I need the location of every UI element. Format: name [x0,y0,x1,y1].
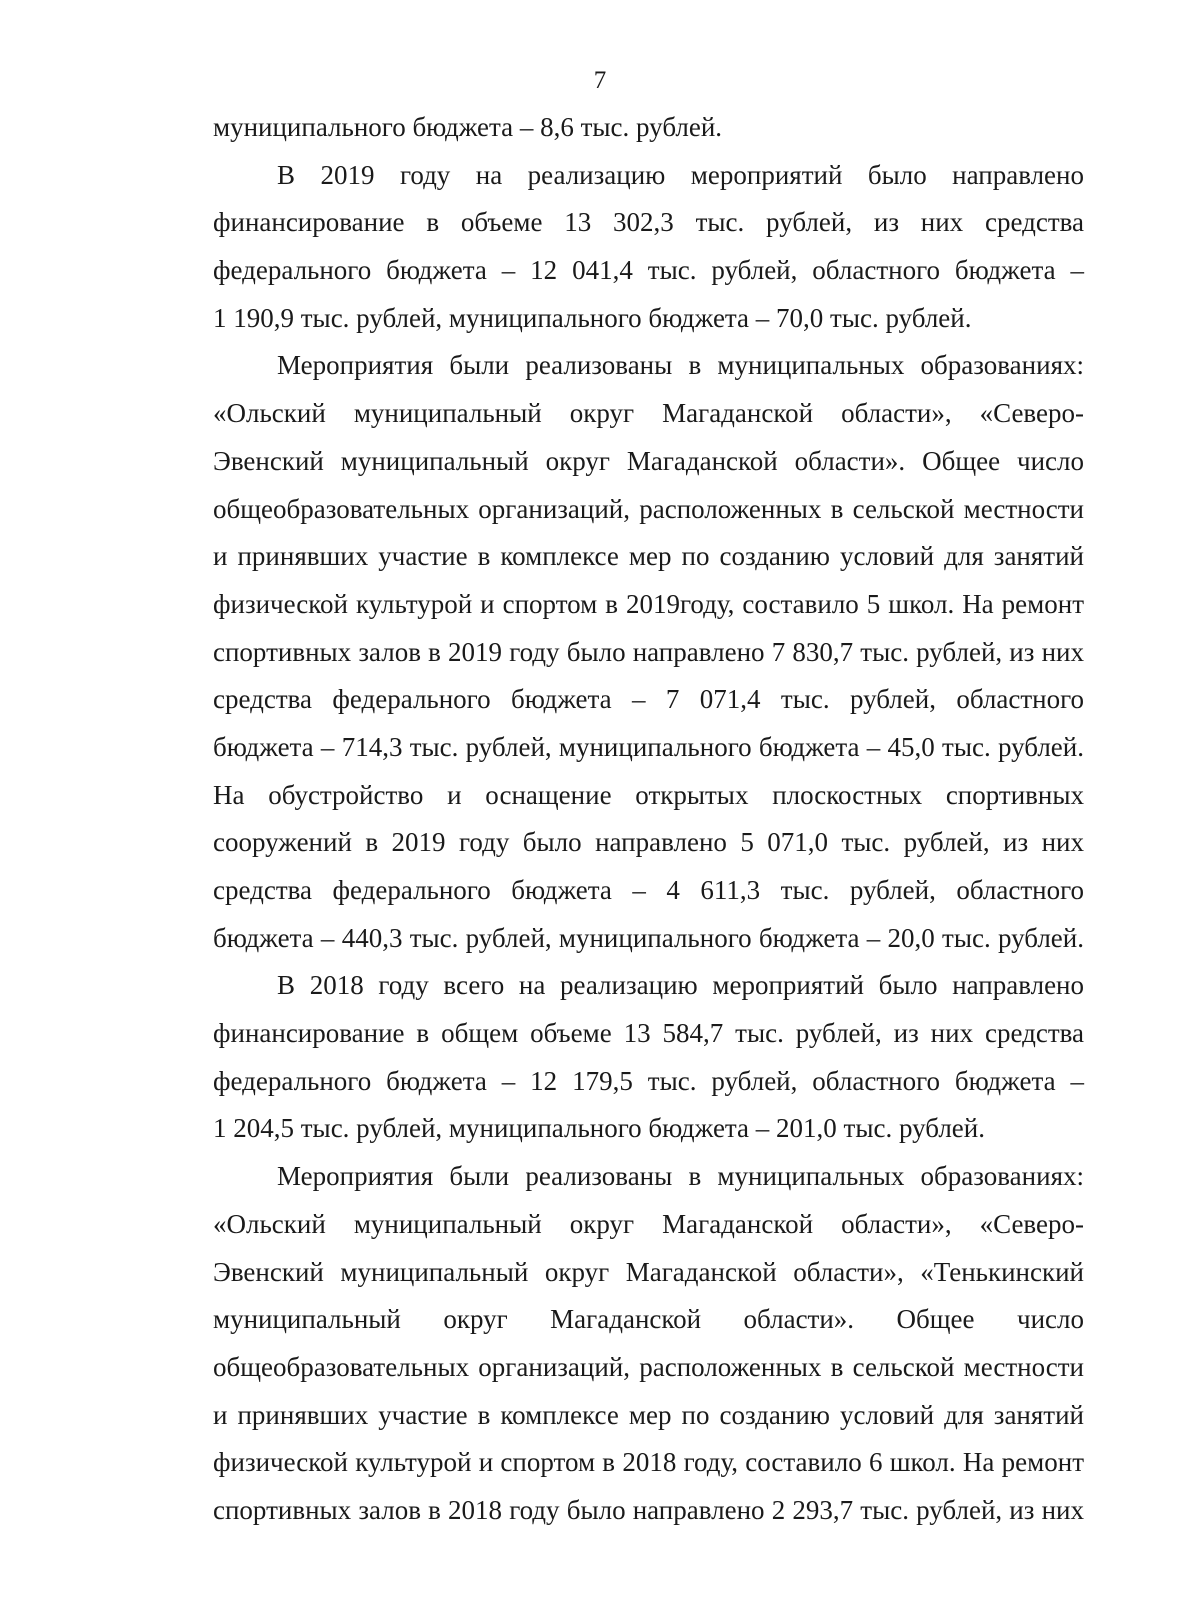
text-line: спортивных залов в 2018 году было направлено 2 293,7 тыс. рублей, из них [213,1494,1084,1525]
text-line: «Ольский муниципальный округ Магаданской области», «Северо- [213,1208,1084,1239]
text-line: муниципальный округ Магаданской области». Общее число [213,1304,1084,1335]
text-line: На обустройство и оснащение открытых плоскостных спортивных [213,779,1084,810]
text-line: общеобразовательных организаций, расположенных в сельской местности [213,1351,1084,1382]
text-line: 1 204,5 тыс. рублей, муниципального бюджета – 201,0 тыс. рублей. [213,1113,985,1144]
text-line: 1 190,9 тыс. рублей, муниципального бюджета – 70,0 тыс. рублей. [213,302,972,333]
text-line: В 2018 году всего на реализацию мероприятий было направлено [277,970,1084,1001]
text-line: физической культурой и спортом в 2018 году, составило 6 школ. На ремонт [213,1447,1084,1478]
text-line: федерального бюджета – 12 041,4 тыс. рублей, областного бюджета – [213,255,1084,286]
text-line: сооружений в 2019 году было направлено 5 071,0 тыс. рублей, из них [213,827,1084,858]
text-line: бюджета – 714,3 тыс. рублей, муниципального бюджета – 45,0 тыс. рублей. [213,731,1084,762]
text-line: средства федерального бюджета – 7 071,4 тыс. рублей, областного [213,684,1084,715]
text-line: Эвенский муниципальный округ Магаданской области». Общее число [213,445,1084,476]
text-line: финансирование в объеме 13 302,3 тыс. рублей, из них средства [213,207,1084,238]
text-line: Мероприятия были реализованы в муниципальных образованиях: [277,1161,1084,1192]
text-line: Эвенский муниципальный округ Магаданской области», «Тенькинский [213,1256,1084,1287]
text-line: физической культурой и спортом в 2019году, составило 5 школ. На ремонт [213,588,1084,619]
text-line: «Ольский муниципальный округ Магаданской области», «Северо- [213,398,1084,429]
document-body [213,104,1084,1535]
text-line: В 2019 году на реализацию мероприятий было направлено [277,159,1084,190]
text-line: Мероприятия были реализованы в муниципальных образованиях: [277,350,1084,381]
text-line: и принявших участие в комплексе мер по созданию условий для занятий [213,541,1084,572]
text-line: и принявших участие в комплексе мер по созданию условий для занятий [213,1399,1084,1430]
page-number: 7 [593,67,607,94]
text-line: бюджета – 440,3 тыс. рублей, муниципального бюджета – 20,0 тыс. рублей. [213,922,1084,953]
text-line: финансирование в общем объеме 13 584,7 тыс. рублей, из них средства [213,1018,1084,1049]
text-line: муниципального бюджета – 8,6 тыс. рублей. [213,112,723,142]
text-line: общеобразовательных организаций, расположенных в сельской местности [213,493,1084,524]
text-line: спортивных залов в 2019 году было направлено 7 830,7 тыс. рублей, из них [213,636,1084,667]
text-line: федерального бюджета – 12 179,5 тыс. рублей, областного бюджета – [213,1065,1084,1096]
text-line: средства федерального бюджета – 4 611,3 тыс. рублей, областного [213,875,1084,905]
